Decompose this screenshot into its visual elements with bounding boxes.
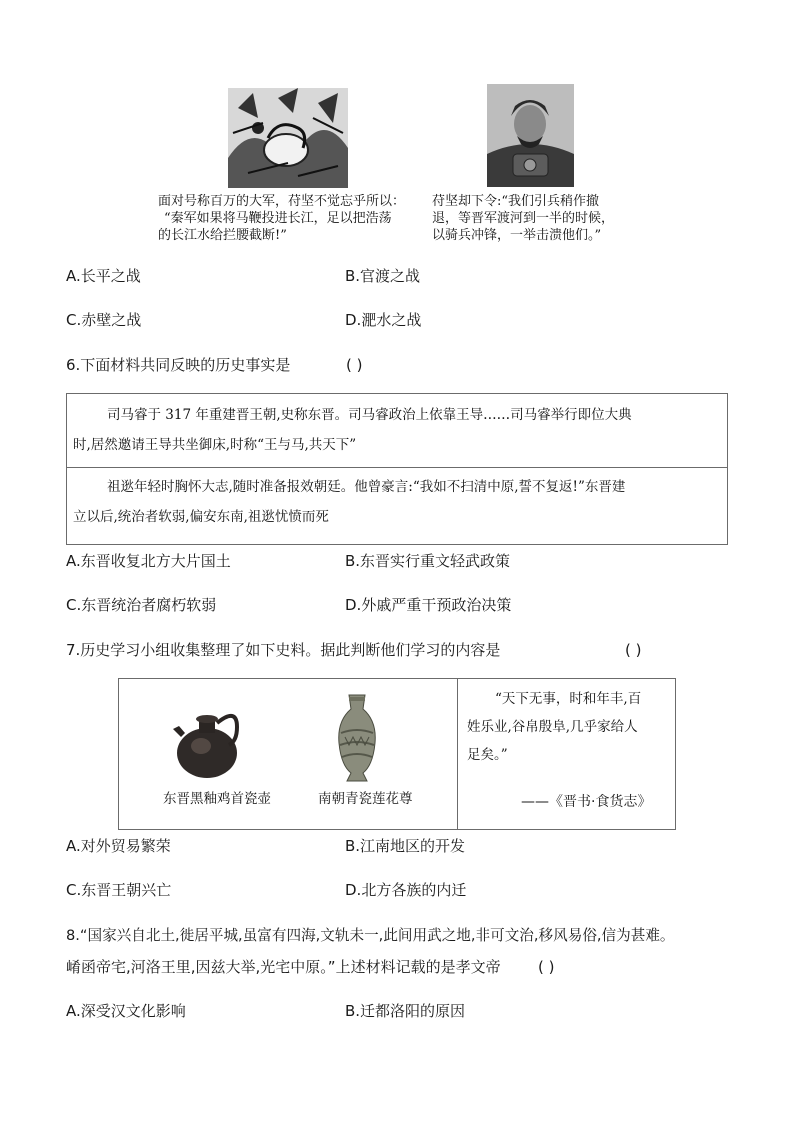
q8-option-a[interactable]: A.深受汉文化影响 (66, 1002, 186, 1020)
q6-option-c[interactable]: C.东晋统治者腐朽软弱 (66, 596, 217, 614)
table-divider (67, 467, 727, 468)
q8-stem-line-2: 崤函帝宅,河洛王里,因兹大举,光宅中原。”上述材料记载的是孝文帝 (66, 958, 501, 976)
q5-option-b[interactable]: B.官渡之战 (345, 267, 421, 285)
q6-stem: 6.下面材料共同反映的历史事实是 (66, 356, 291, 374)
q6-answer-paren[interactable]: ( ) (346, 356, 363, 374)
q7-quote-line: 姓乐业,谷帛殷阜,几乎家给人 (467, 719, 638, 735)
table-divider (457, 679, 458, 829)
q7-option-a[interactable]: A.对外贸易繁荣 (66, 837, 171, 855)
q5-option-d[interactable]: D.淝水之战 (345, 311, 422, 329)
fujian-portrait (487, 84, 574, 187)
q8-option-b[interactable]: B.迁都洛阳的原因 (345, 1002, 466, 1020)
q6-material-1 (67, 400, 727, 460)
q8-answer-paren[interactable]: ( ) (538, 958, 555, 976)
q6-material-2-line: 立以后,统治者软弱,偏安东南,祖逖忧愤而死 (73, 509, 329, 525)
q7-quote-line: “天下无事，时和年丰,百 (495, 691, 642, 707)
q7-option-b[interactable]: B.江南地区的开发 (345, 837, 466, 855)
caption-left (158, 193, 428, 244)
caption-right-line: 退，等晋军渡河到一半的时候， (432, 211, 615, 226)
q6-option-d[interactable]: D.外戚严重干预政治决策 (345, 596, 512, 614)
caption-left-line: 面对号称百万的大军，苻坚不觉忘乎所以： (158, 194, 406, 209)
q7-quote-source: ——《晋书·食货志》 (521, 794, 652, 810)
q7-option-d[interactable]: D.北方各族的内迁 (345, 881, 467, 899)
q7-quote-line: 足矣。” (467, 747, 508, 763)
q6-material-2-line: 祖逖年轻时胸怀大志,随时准备报效朝廷。他曾豪言:“我如不扫清中原,誓不复返!”东晋建 (107, 479, 626, 495)
q8-stem-line-1: 8.“国家兴自北土,徙居平城,虽富有四海,文轨未一,此间用武之地,非可文治,移风易俗,信为甚难。 (66, 927, 675, 944)
q6-option-b[interactable]: B.东晋实行重文轻武政策 (345, 552, 511, 570)
q7-image-label-1: 东晋黑釉鸡首瓷壶 (163, 791, 271, 807)
q7-answer-paren[interactable]: ( ) (625, 641, 642, 659)
q6-material-1-line: 司马睿于 317 年重建晋王朝,史称东晋。司马睿政治上依靠王导……司马睿举行即位大典 (107, 407, 632, 423)
q6-material-1-line: 时,居然邀请王导共坐御床,时称“王与马,共天下” (73, 437, 357, 453)
battle-illustration (228, 88, 348, 188)
caption-right-line: 以骑兵冲锋，一举击溃他们。” (432, 228, 602, 243)
caption-left-line: “秦军如果将马鞭投进长江，足以把浩荡 (164, 211, 392, 226)
chicken-head-ewer-image (171, 701, 245, 781)
q7-stem: 7.历史学习小组收集整理了如下史料。据此判断他们学习的内容是 (66, 641, 501, 659)
q6-material-2 (67, 472, 727, 532)
q7-quote (467, 685, 672, 769)
q7-material-table (118, 678, 676, 830)
caption-right (432, 193, 632, 244)
q6-material-table (66, 393, 728, 545)
q7-option-c[interactable]: C.东晋王朝兴亡 (66, 881, 172, 899)
q5-option-c[interactable]: C.赤壁之战 (66, 311, 142, 329)
q5-option-a[interactable]: A.长平之战 (66, 267, 141, 285)
q7-image-label-2: 南朝青瓷莲花尊 (318, 791, 413, 807)
caption-left-line: 的长江水给拦腰截断!” (158, 228, 287, 243)
lotus-zun-image (333, 693, 381, 783)
q6-option-a[interactable]: A.东晋收复北方大片国土 (66, 552, 231, 570)
caption-right-line: 苻坚却下令:“我们引兵稍作撤 (432, 194, 600, 209)
